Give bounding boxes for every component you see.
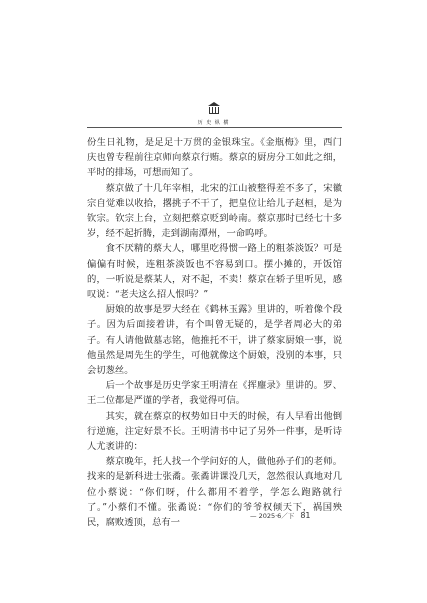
building-icon [208,102,220,113]
page-footer [250,511,311,520]
column-header [0,98,427,126]
page-number: 81 [300,511,311,520]
paragraph: 份生日礼物，是足足十万贯的金银珠宝。《金瓶梅》里，西门庆也曾专程前往京师向蔡京行贿。蔡京的厨房分工如此之细，平时的排场，可想而知了。 [87,137,342,179]
paragraph: 其实，就在蔡京的权势如日中天的时候，有人早看出他倒行逆施，注定好景不长。王明清书中记了另外一件事，是听诗人尤袤讲的： [87,410,342,453]
paragraph: 食不厌精的蔡大人，哪里吃得惯一路上的粗茶淡饭？可是偏偏有时候，连粗茶淡饭也不容易到口。摆小摊的，开饭馆的，一听说是蔡某人，对不起，不卖！蔡京在轿子里听见，感叹说：“老夫这么招人恨吗？” [87,243,342,301]
paragraph: 蔡京晚年，托人找一个学问好的人，做他孙子们的老师。找来的是新科进士张矞。张矞讲课没几天，忽然很认真地对几位小蔡说：“你们呀，什么都用不着学，学怎么跑路就行了。”小蔡们不懂。张矞说：“你们的爷爷权倾天下，祸国殃民，腐败透顶，总有一 [87,456,342,529]
paragraph: 后一个故事是历史学家王明清在《挥麈录》里讲的。罗、王二位都是严谨的学者，我觉得可信。 [87,380,342,407]
issue-label: — 2025·6／下 [250,512,295,520]
header-divider [87,127,342,128]
paragraph: 蔡京做了十几年宰相，北宋的江山被整得差不多了，宋徽宗自觉难以收拾，撂挑子不干了，把皇位让给儿子赵桓，是为钦宗。钦宗上台，立刻把蔡京贬到岭南。蔡京那时已经七十多岁，经不起折腾，走到湖南潭州，一命呜呼。 [87,182,342,240]
column-label: 历 史 纵 横 [197,120,230,126]
paragraph: 厨娘的故事是罗大经在《鹤林玉露》里讲的，听着像个段子。因为后面接着讲，有个叫曾无疑的，是学者周必大的弟子。有人请他做墓志铭，他推托不干，讲了蔡家厨娘一事，说他虽然是周先生的学生，可他就像这个厨娘，没别的本事，只会切葱丝。 [87,304,342,377]
article-body [87,135,342,530]
